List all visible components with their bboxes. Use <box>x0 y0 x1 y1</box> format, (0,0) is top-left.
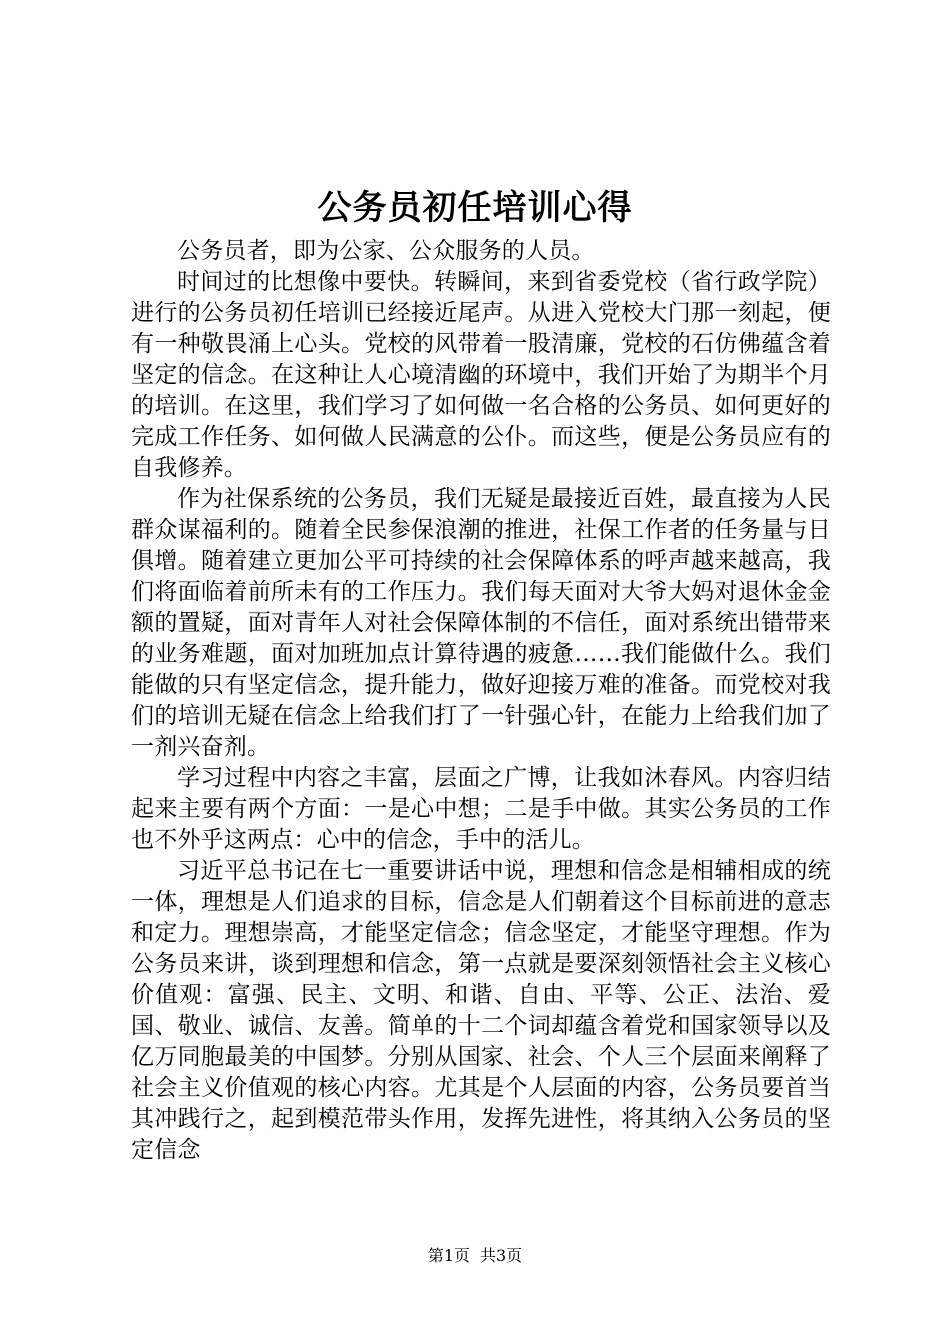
document-body <box>131 236 831 1166</box>
paragraph: 作为社保系统的公务员，我们无疑是最接近百姓，最直接为人民群众谋福利的。随着全民参保浪潮的推进，社保工作者的任务量与日俱增。随着建立更加公平可持续的社会保障体系的呼声越来越高，我们将面临着前所未有的工作压力。我们每天面对大爷大妈对退休金金额的置疑，面对青年人对社会保障体制的不信任，面对系统出错带来的业务难题，面对加班加点计算待遇的疲惫……我们能做什么。我们能做的只有坚定信念，提升能力，做好迎接万难的准备。而党校对我们的培训无疑在信念上给我们打了一针强心针，在能力上给我们加了一剂兴奋剂。 <box>131 486 831 760</box>
page-footer <box>0 1245 950 1267</box>
document-title: 公务员初任培训心得 <box>317 188 633 228</box>
paragraph: 公务员者，即为公家、公众服务的人员。 <box>177 238 595 264</box>
page-number-total: 共3页 <box>480 1246 523 1265</box>
paragraph: 时间过的比想像中要快。转瞬间，来到省委党校（省行政学院）进行的公务员初任培训已经接近尾声。从进入党校大门那一刻起，便有一种敬畏涌上心头。党校的风带着一股清廉，党校的石仿佛蕴含着坚定的信念。在这种让人心境清幽的环境中，我们开始了为期半个月的培训。在这里，我们学习了如何做一名合格的公务员、如何更好的完成工作任务、如何做人民满意的公仆。而这些，便是公务员应有的自我修养。 <box>131 269 831 481</box>
page-number-current: 第1页 <box>427 1246 470 1265</box>
paragraph: 习近平总书记在七一重要讲话中说，理想和信念是相辅相成的统一体，理想是人们追求的目标，信念是人们朝着这个目标前进的意志和定力。理想崇高，才能坚定信念；信念坚定，才能坚守理想。作为公务员来讲，谈到理想和信念，第一点就是要深刻领悟社会主义核心价值观：富强、民主、文明、和谐、自由、平等、公正、法治、爱国、敬业、诚信、友善。简单的十二个词却蕴含着党和国家领导以及亿万同胞最美的中国梦。分别从国家、社会、个人三个层面来阐释了社会主义价值观的核心内容。尤其是个人层面的内容，公务员要首当其冲践行之，起到模范带头作用，发挥先进性，将其纳入公务员的坚定信念 <box>131 858 831 1163</box>
paragraph: 学习过程中内容之丰富，层面之广博，让我如沐春风。内容归结起来主要有两个方面：一是心中想；二是手中做。其实公务员的工作也不外乎这两点：心中的信念，手中的活儿。 <box>131 765 831 853</box>
